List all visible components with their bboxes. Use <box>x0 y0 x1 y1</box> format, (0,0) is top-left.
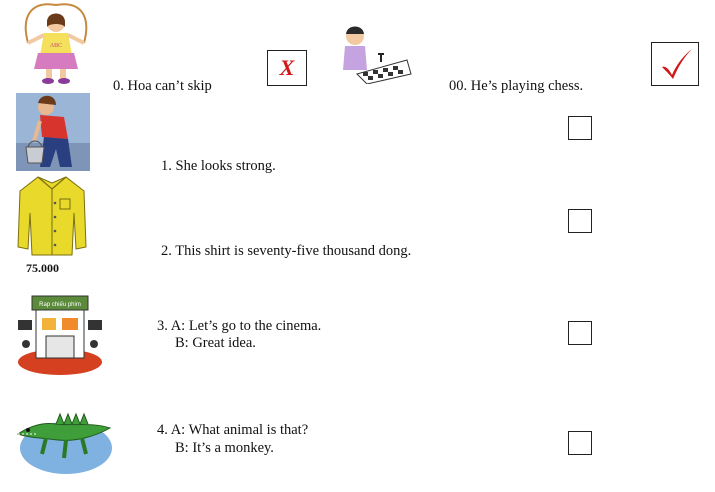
item-4-line-1: 4. A: What animal is that? <box>157 422 309 438</box>
item-3-line-1: 3. A: Let’s go to the cinema. <box>157 318 322 334</box>
boy-chess-illustration <box>337 22 412 84</box>
example-0-sentence: 0. Hoa can’t skip <box>113 78 212 94</box>
answer-box-3[interactable] <box>568 321 592 345</box>
answer-box-1[interactable] <box>568 116 592 140</box>
yellow-shirt-illustration <box>16 173 88 257</box>
example-0-answer-box: X <box>267 50 307 86</box>
item-2-line-1: 2. This shirt is seventy-five thousand dong. <box>161 243 412 259</box>
item-3-line-2: B: Great idea. <box>175 335 256 351</box>
example-00-sentence: 00. He’s playing chess. <box>449 78 584 94</box>
shirt-price-label: 75.000 <box>26 261 59 275</box>
answer-box-2[interactable] <box>568 209 592 233</box>
check-icon <box>658 47 694 81</box>
cinema-sign-text: Rap chiếu phim <box>39 302 81 308</box>
item-4-line-2: B: It’s a monkey. <box>175 440 274 456</box>
example-00-answer-box <box>651 42 699 86</box>
item-1-line-1: 1. She looks strong. <box>161 158 276 174</box>
answer-box-4[interactable] <box>568 431 592 455</box>
woman-bucket-illustration <box>16 93 90 171</box>
girl-skipping-illustration <box>16 3 96 85</box>
svg-text:ABC: ABC <box>49 43 63 49</box>
crocodile-illustration <box>16 392 112 480</box>
cinema-illustration <box>16 292 104 376</box>
